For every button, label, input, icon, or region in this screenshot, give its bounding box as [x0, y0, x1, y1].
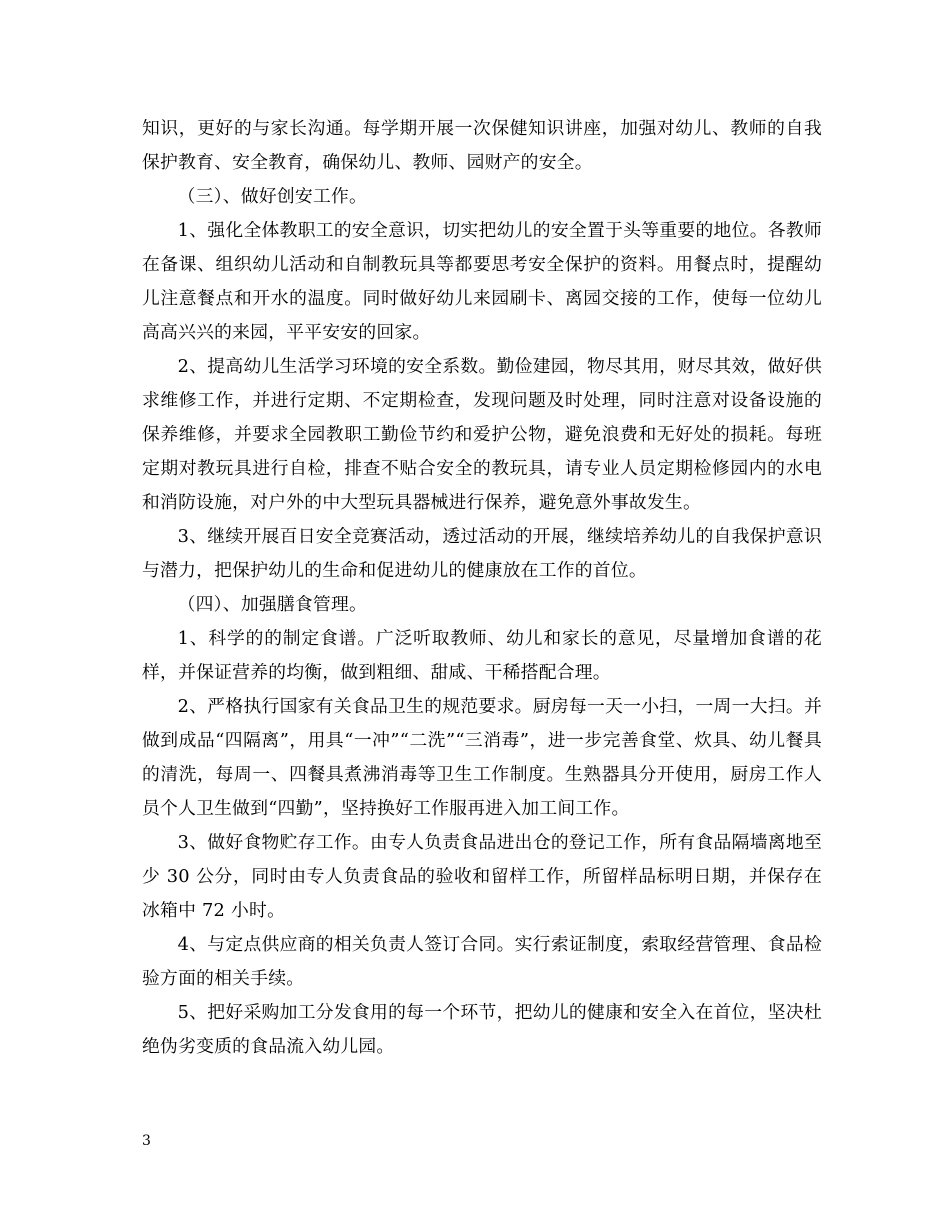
paragraph: 5、把好采购加工分发食用的每一个环节，把幼儿的健康和安全入在首位，坚决杜绝伪劣变质的食品流入幼儿园。: [142, 1002, 822, 1057]
paragraph: 3、做好食物贮存工作。由专人负责食品进出仓的登记工作，所有食品隔墙离地至少 30 公分，同时由专人负责食品的验收和留样工作，所留样品标明日期，并保存在冰箱中 72 小时。: [142, 832, 822, 921]
paragraph: 3、继续开展百日安全竞赛活动，透过活动的开展，继续培养幼儿的自我保护意识与潜力，把保护幼儿的生命和促进幼儿的健康放在工作的首位。: [142, 526, 822, 581]
page-number: 3: [142, 1133, 151, 1149]
section-heading-3: （三）、做好创安工作。: [177, 186, 368, 207]
paragraph: 2、严格执行国家有关食品卫生的规范要求。厨房每一天一小扫，一周一大扫。并做到成品“四隔离”，用具“一冲”“二洗”“三消毒”，进一步完善食堂、炊具、幼儿餐具的清洗，每周一、四餐具煮沸消毒等卫生工作制度。生熟器具分开使用，厨房工作人员个人卫生做到“四勤”，坚持换好工作服再进入加工间工作。: [142, 696, 822, 819]
section-heading-4: （四）、加强膳食管理。: [177, 594, 368, 615]
document-body: [142, 112, 822, 1064]
paragraph: 1、科学的的制定食谱。广泛听取教师、幼儿和家长的意见，尽量增加食谱的花样，并保证营养的均衡，做到粗细、甜咸、干稀搭配合理。: [142, 628, 822, 683]
paragraph: 1、强化全体教职工的安全意识，切实把幼儿的安全置于头等重要的地位。各教师在备课、组织幼儿活动和自制教玩具等都要思考安全保护的资料。用餐点时，提醒幼儿注意餐点和开水的温度。同时做好幼儿来园刷卡、离园交接的工作，使每一位幼儿高高兴兴的来园，平平安安的回家。: [142, 220, 822, 343]
paragraph-continuation: 知识，更好的与家长沟通。每学期开展一次保健知识讲座，加强对幼儿、教师的自我保护教育、安全教育，确保幼儿、教师、园财产的安全。: [142, 118, 822, 173]
paragraph: 2、提高幼儿生活学习环境的安全系数。勤俭建园，物尽其用，财尽其效，做好供求维修工作，并进行定期、不定期检查，发现问题及时处理，同时注意对设备设施的保养维修，并要求全园教职工勤俭节约和爱护公物，避免浪费和无好处的损耗。每班定期对教玩具进行自检，排查不贴合安全的教玩具，请专业人员定期检修园内的水电和消防设施，对户外的中大型玩具器械进行保养，避免意外事故发生。: [142, 356, 822, 513]
paragraph: 4、与定点供应商的相关负责人签订合同。实行索证制度，索取经营管理、食品检验方面的相关手续。: [142, 934, 822, 989]
